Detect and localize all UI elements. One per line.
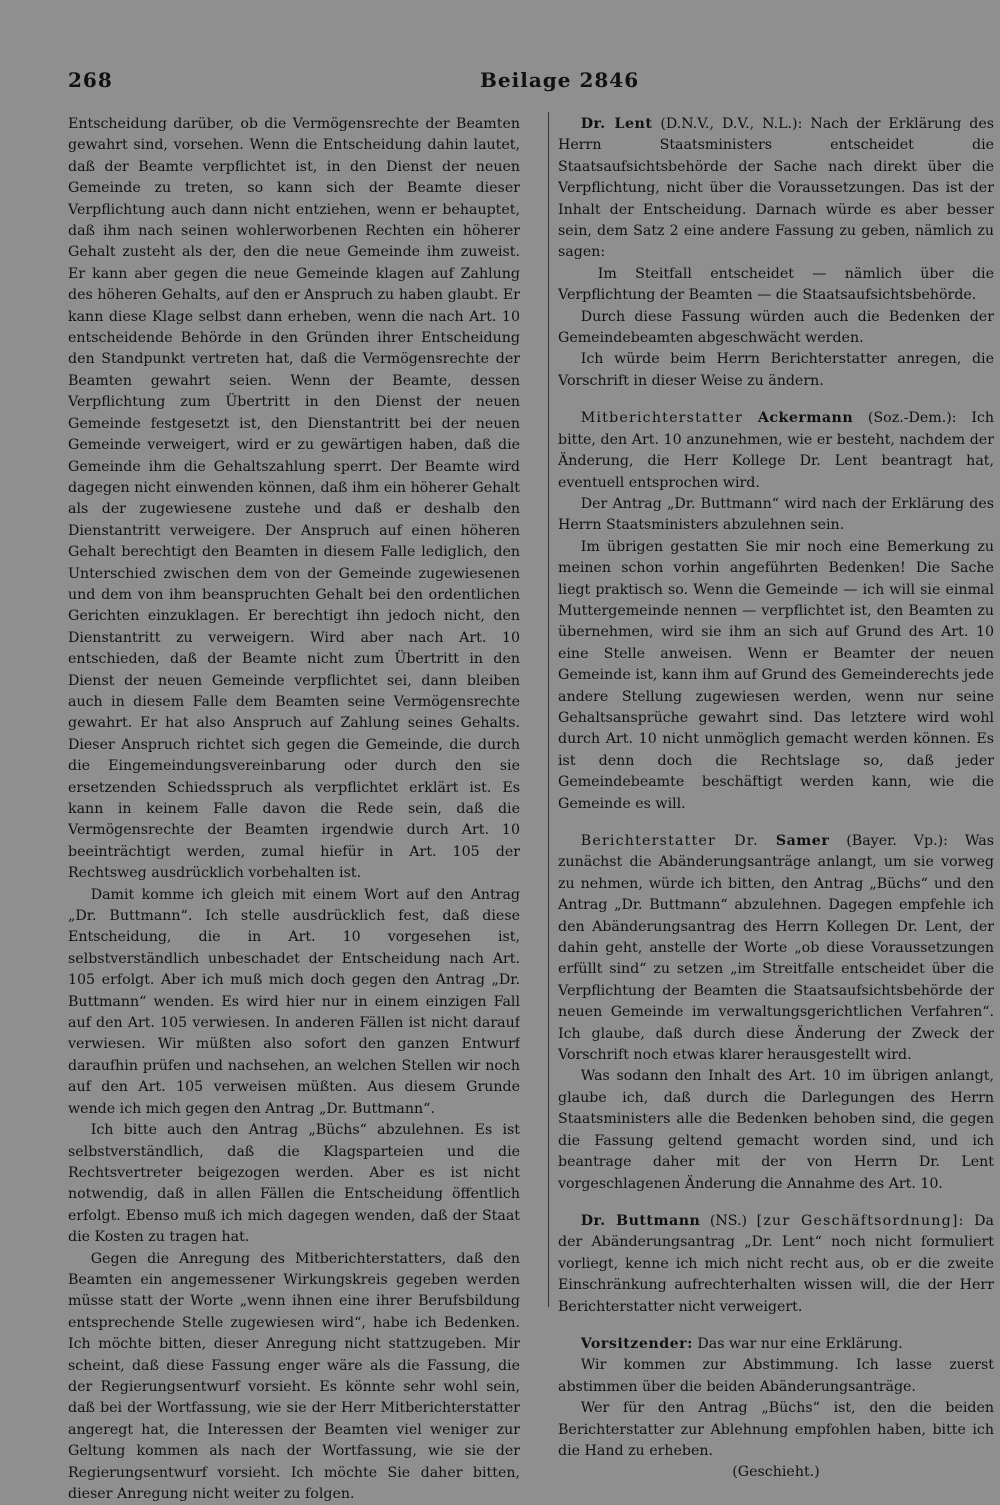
speaker-name: Dr. Lent xyxy=(580,116,653,132)
paragraph: Gegen die Anregung des Mitberichterstatters, daß den Beamten ein angemessener Wirkungskreis gegeben werden müsse statt der Worte „wenn ihnen eine ihrer Berufsbildung entsprechende Stelle zugewiesen wird“, habe ich Bedenken. Ich möchte bitten, dieser Anregung nicht stattzugeben. Mir scheint, daß diese Fassung enger wäre als die Fassung, die der Regierungsentwurf vorsieht. Es könnte sehr wohl sein, daß bei der Wortfassung, wie sie der Herr Mitberichterstatter angeregt hat, die Interessen der Beamten viel weniger zur Geltung kommen als nach der Wortfassung, wie sie der Regierungsentwurf vorsieht. Ich möchte Sie daher bitten, dieser Anregung nicht weiter zu folgen. xyxy=(68,1250,520,1502)
page-number: 268 xyxy=(68,68,113,92)
speech-text: Das war nur eine Erklärung. xyxy=(697,1335,903,1352)
speaker-name: Vorsitzender: xyxy=(580,1335,693,1352)
speaker-party: (Soz.-Dem.): xyxy=(867,410,957,427)
paragraph: Damit komme ich gleich mit einem Wort auf den Antrag „Dr. Buttmann“. Ich stelle ausdrücklich fest, daß diese Entscheidung, die in Art. 10 vorgesehen ist, selbstverständlich unbeschadet der Entscheidung nach Art. 105 erfolgt. Aber ich muß mich doch gegen den Antrag „Dr. Buttmann“ wenden. Es wird hier nur in einem einzigen Fall auf den Art. 105 verwiesen. In anderen Fällen ist nicht darauf verwiesen. Wir müßten also sofort den ganzen Entwurf daraufhin prüfen und nachsehen, an welchen Stellen wir noch auf den Art. 105 verweisen müßten. Aus diesem Grunde wende ich mich gegen den Antrag „Dr. Buttmann“. xyxy=(68,886,520,1117)
quoted-wording: Im Steitfall entscheidet — nämlich über die Verpflichtung der Beamten — die Staatsaufsichtsbehörde. xyxy=(558,265,994,304)
left-column xyxy=(68,114,520,1505)
column-rule xyxy=(548,112,549,1307)
speaker-name: Ackermann xyxy=(757,410,854,427)
speaker-party: (Bayer. Vp.): xyxy=(846,833,948,849)
speech-buttmann xyxy=(558,1211,994,1318)
speech-samer xyxy=(558,831,994,1066)
speaker-party: (D.N.V., D.V., N.L.): xyxy=(660,116,803,132)
speaker-party: (NS.) xyxy=(709,1212,748,1229)
paragraph: Wer für den Antrag „Büchs“ ist, den die beiden Berichterstatter zur Ablehnung empfohlen haben, bitte ich die Hand zu erheben. xyxy=(558,1400,994,1459)
paragraph: Was sodann den Inhalt des Art. 10 im übrigen anlangt, glaube ich, daß durch die Darlegungen des Herrn Staatsministers alle die Bedenken behoben sind, die gegen die Fassung geltend gemacht worden sind, und ich beantrage daher mit der von Herrn Dr. Lent vorgeschlagenen Änderung die Annahme des Art. 10. xyxy=(558,1068,994,1192)
paragraph: Ich würde beim Herrn Berichterstatter anregen, die Vorschrift in dieser Weise zu ändern. xyxy=(558,351,994,389)
header-title: Beilage 2846 xyxy=(480,68,640,92)
paragraph: Entscheidung darüber, ob die Vermögensrechte der Beamten gewahrt sind, vorsehen. Wenn die Entscheidung dahin lautet, daß der Beamte verpflichtet ist, in den Dienst der neuen Gemeinde zu treten, so kann sich der Beamte dieser Verpflichtung auch dann nicht entziehen, wenn er behauptet, daß ihm nach seinen wohlerworbenen Rechten ein höherer Gehalt zusteht als der, den die neue Gemeinde ihm zuweist. Er kann aber gegen die neue Gemeinde klagen auf Zahlung des höheren Gehalts, auf den er Anspruch zu haben glaubt. Er kann diese Klage selbst dann erheben, wenn die nach Art. 10 entscheidende Behörde in den Gründen ihrer Entscheidung den Standpunkt vertreten hat, daß die Vermögensrechte der Beamten gewahrt seien. Wenn der Beamte, dessen Verpflichtung zum Übertritt in den Dienst der neuen Gemeinde festgesetzt ist, den Dienstantritt bei der neuen Gemeinde verweigert, wird er zu gewärtigen haben, daß die Gemeinde ihm die Gehaltszahlung sperrt. Der Beamte wird dagegen nicht einwenden können, daß ihm ein höherer Gehalt als der zugewiesene zustehe und daß er deshalb den Dienstantritt verweigere. Der Anspruch auf einen höheren Gehalt berechtigt den Beamten in diesem Falle lediglich, den Unterschied zwischen dem von der Gemeinde zugewiesenen und dem von ihm beanspruchten Gehalt bei den ordentlichen Gerichten einzuklagen. Er berechtigt ihn jedoch nicht, den Dienstantritt zu verweigern. Wird aber nach Art. 10 entschieden, daß der Beamte nicht zum Übertritt in den Dienst der neuen Gemeinde verpflichtet sei, dann bleiben auch in diesem Falle dem Beamten seine Vermögensrechte gewahrt. Er hat also Anspruch auf Zahlung seines Gehalts. Dieser Anspruch richtet sich gegen die Gemeinde, die durch die Eingemeindungsvereinbarung oder durch den sie ersetzenden Schiedsspruch als verpflichtet erklärt ist. Es kann in keinem Falle davon die Rede sein, daß die Vermögensrechte der Beamten irgendwie durch Art. 10 beeinträchtigt werden, zumal hiefür in Art. 105 der Rechtsweg ausdrücklich vorbehalten ist. xyxy=(68,116,520,882)
speaker-role: Berichterstatter Dr. xyxy=(580,833,759,849)
speech-text: Ich bitte, den Art. 10 anzunehmen, wie er besteht, nachdem der Änderung, die Herr Kollege Dr. Lent beantragt hat, eventuell entsprochen wird. xyxy=(558,410,994,491)
stage-direction: (Geschieht.) xyxy=(732,1464,820,1481)
speech-ackermann xyxy=(558,408,994,494)
procedural-note: [zur Geschäftsordnung]: xyxy=(756,1212,965,1229)
speech-text: Da der Abänderungsantrag „Dr. Lent“ noch nicht formuliert vorliegt, kenne ich mich nicht recht aus, ob er die zweite Einschränkung aufrechterhalten wissen will, die der Herr Berichterstatter nicht verweigert. xyxy=(558,1212,994,1315)
speech-text: Was zunächst die Abänderungsanträge anlangt, um sie vorweg zu nehmen, würde ich bitten, den Antrag „Büchs“ und den Antrag „Dr. Buttmann“ abzulehnen. Dagegen empfehle ich den Abänderungsantrag des Herrn Kollegen Dr. Lent, der dahin geht, anstelle der Worte „ob diese Voraussetzungen erfüllt sind“ zu setzen „im Streitfalle entscheidet über die Verpflichtung der Beamten die Staatsaufsichtsbehörde der neuen Gemeinde im verwaltungsgerichtlichen Verfahren“. Ich glaube, daß durch diese Änderung der Zweck der Vorschrift noch etwas klarer herausgestellt wird. xyxy=(558,833,994,1064)
speech-chair xyxy=(558,1334,994,1355)
paragraph: Durch diese Fassung würden auch die Bedenken der Gemeindebeamten abgeschwächt werden. xyxy=(558,308,994,347)
paragraph: Wir kommen zur Abstimmung. Ich lasse zuerst abstimmen über die beiden Abänderungsanträge. xyxy=(558,1357,994,1395)
speech-lent xyxy=(558,114,994,264)
speech-text: Nach der Erklärung des Herrn Staatsministers entscheidet die Staatsaufsichtsbehörde der Sache nach direkt über die Verpflichtung, nicht über die Voraussetzungen. Das ist der Inhalt der Entscheidung. Darnach würde es aber besser sein, dem Satz 2 eine andere Fassung zu geben, nämlich zu sagen: xyxy=(558,116,994,261)
speaker-name: Samer xyxy=(775,833,830,849)
speaker-role: Mitberichterstatter xyxy=(580,410,744,427)
right-column xyxy=(558,114,994,1484)
paragraph: Im übrigen gestatten Sie mir noch eine Bemerkung zu meinen schon vorhin angeführten Bedenken! Die Sache liegt praktisch so. Wenn die Gemeinde — ich will sie einmal Muttergemeinde nennen — verpflichtet ist, den Beamten zu übernehmen, wird sie ihm an sich auf Grund des Art. 10 eine Stelle anweisen. Wenn er Beamter der neuen Gemeinde ist, kann ihm auf Grund des Gemeinderechts jede andere Stellung zugewiesen werden, wenn nur seine Gehaltsansprüche gewahrt sind. Das letztere wird wohl durch Art. 10 nicht unmöglich gemacht werden können. Es ist denn doch die Rechtslage so, daß jeder Gemeindebeamte beschäftigt werden kann, wie die Gemeinde es will. xyxy=(558,538,994,812)
paragraph: Ich bitte auch den Antrag „Büchs“ abzulehnen. Es ist selbstverständlich, daß die Klagsparteien und die Rechtsvertreter beigezogen werden. Aber es ist nicht notwendig, daß in allen Fällen die Entscheidung öffentlich erfolgt. Ebenso muß ich mich dagegen wenden, daß der Staat die Kosten zu tragen hat. xyxy=(68,1122,520,1246)
paragraph: Der Antrag „Dr. Buttmann“ wird nach der Erklärung des Herrn Staatsministers abzulehnen sein. xyxy=(558,495,994,534)
speaker-name: Dr. Buttmann xyxy=(580,1212,701,1229)
